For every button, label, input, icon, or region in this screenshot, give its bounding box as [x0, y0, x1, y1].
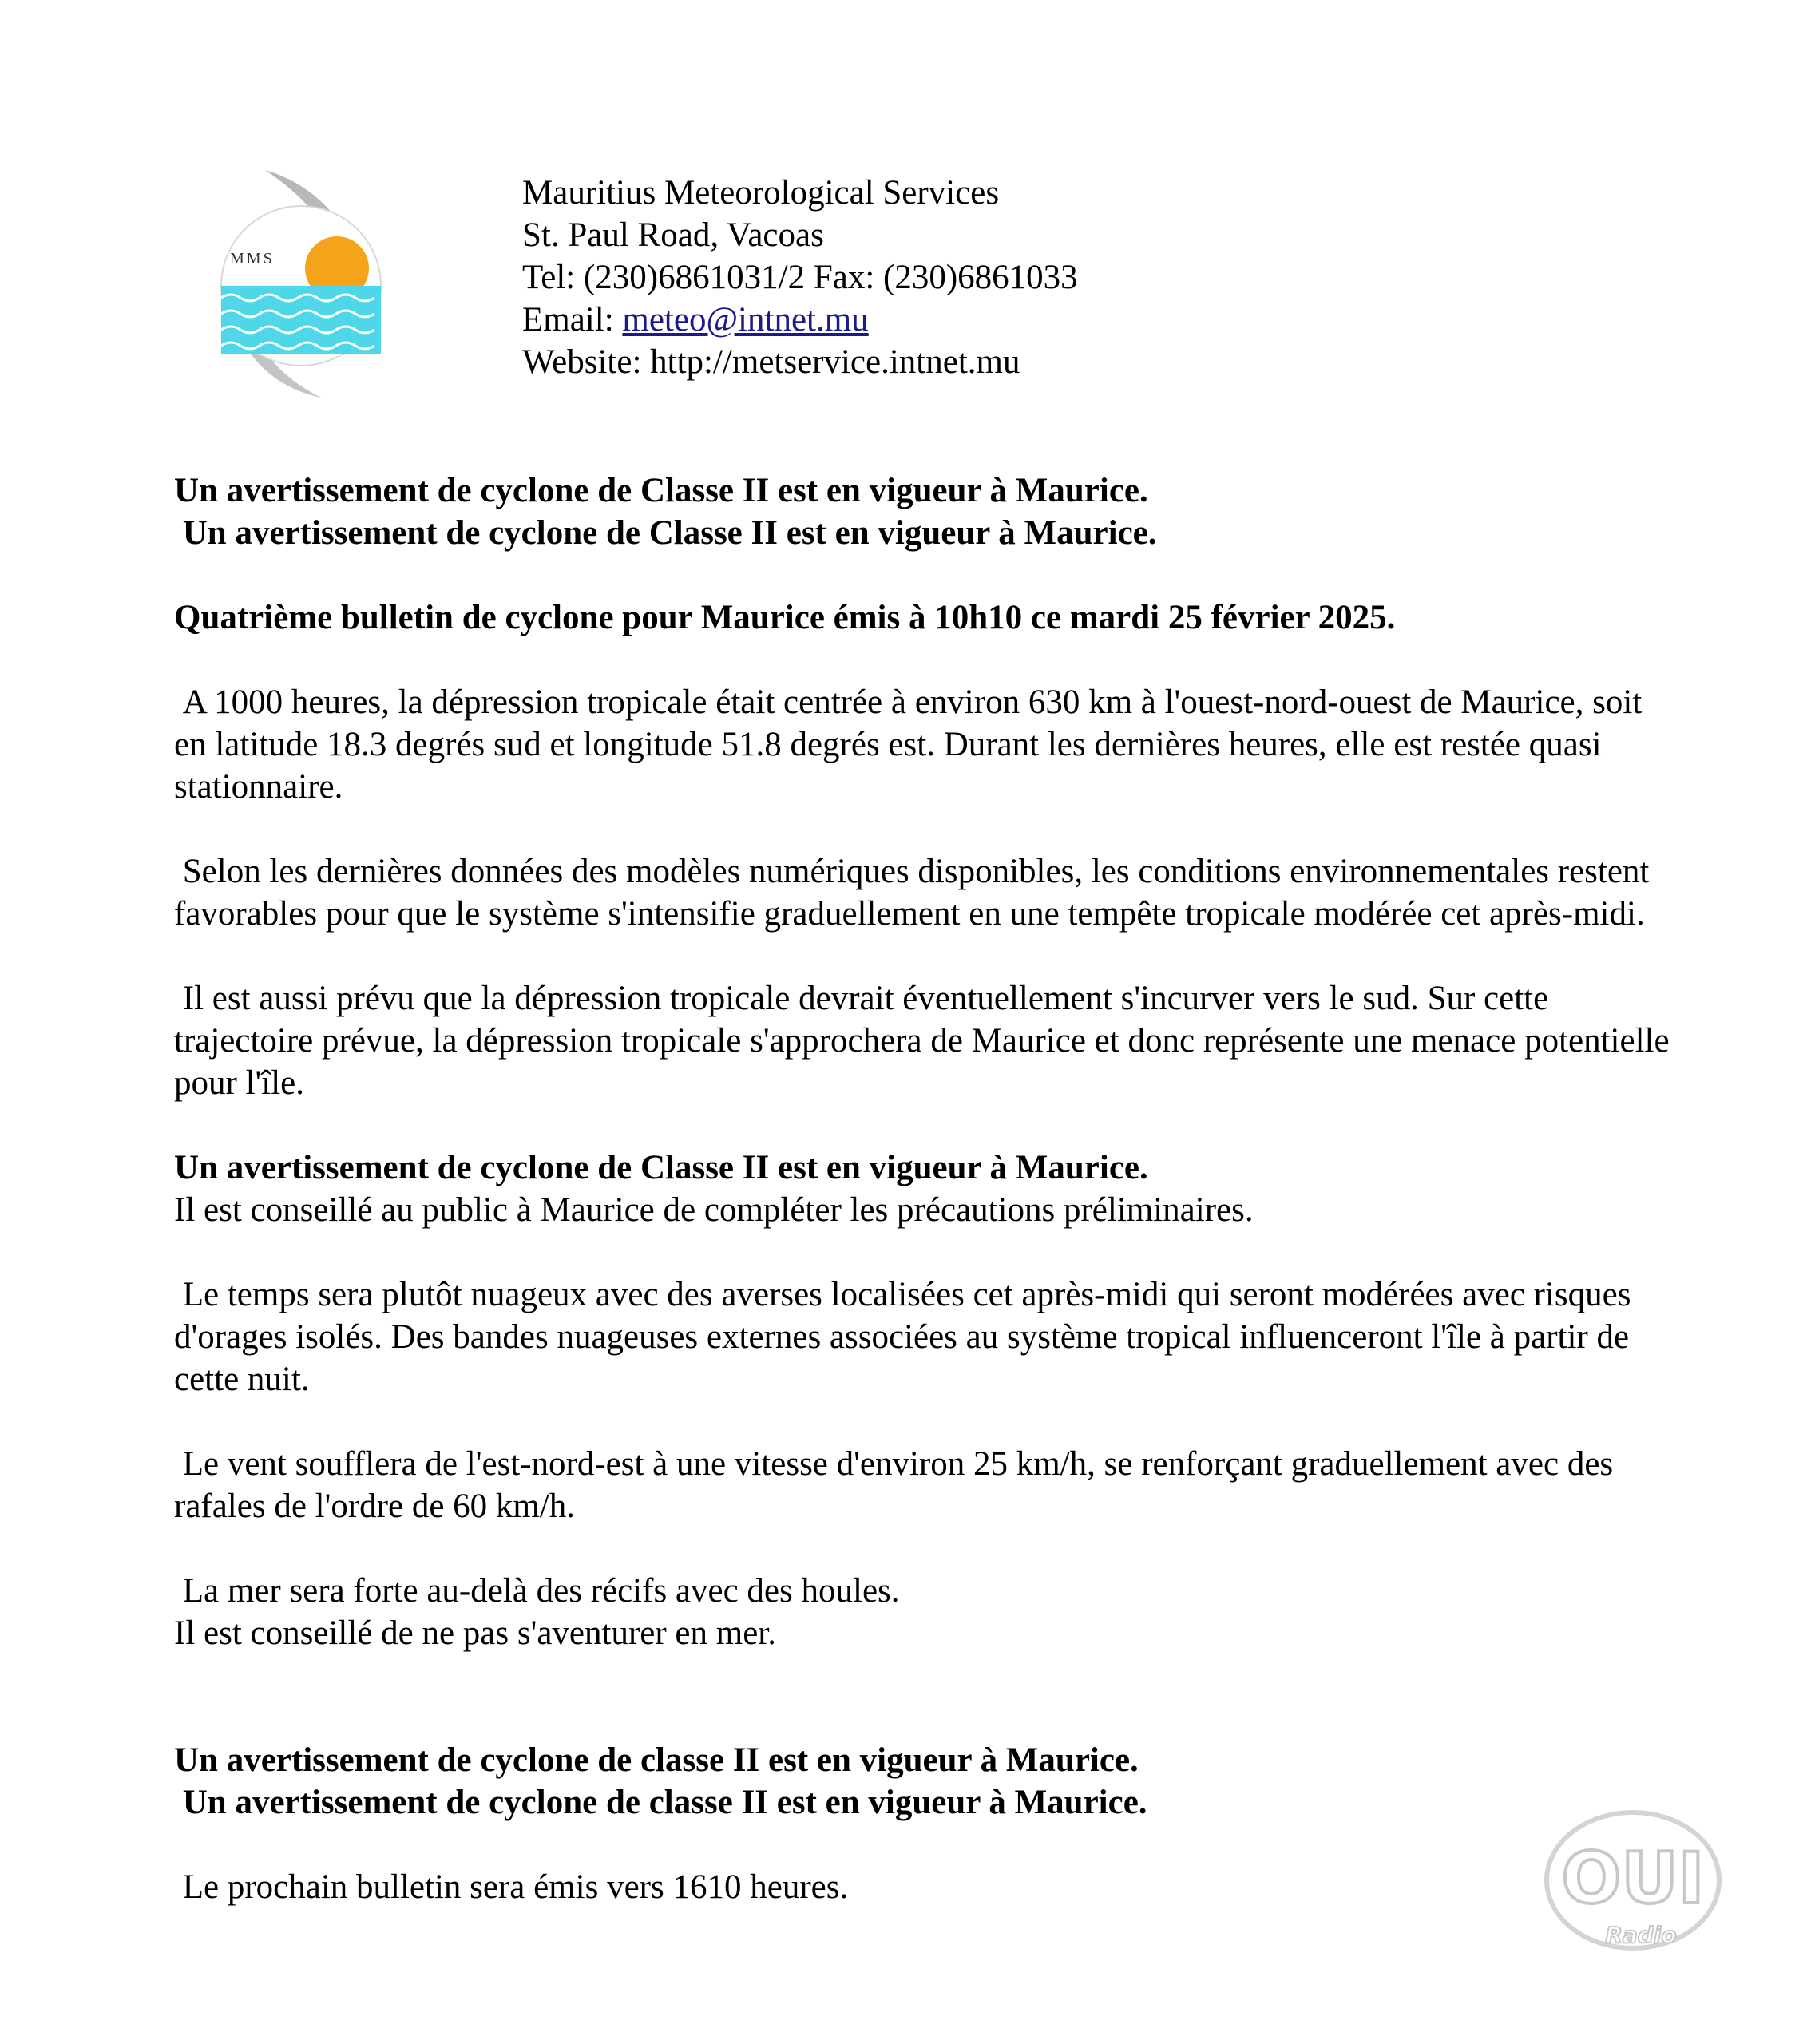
org-name: Mauritius Meteorological Services	[522, 174, 1000, 212]
oui-radio-watermark	[1541, 1800, 1733, 1964]
advice-public: Il est conseillé au public à Maurice de compléter les précautions préliminaires.	[174, 1191, 1254, 1229]
org-phone: Tel: (230)6861031/2 Fax: (230)6861033	[522, 259, 1078, 296]
org-website: Website: http://metservice.intnet.mu	[522, 343, 1020, 381]
watermark-text: OUI	[1561, 1837, 1705, 1919]
logo-text: MMS	[230, 250, 275, 267]
bulletin-title: Quatrième bulletin de cyclone pour Maurice émis à 10h10 ce mardi 25 février 2025.	[174, 599, 1396, 636]
paragraph-track: Il est aussi prévu que la dépression tropicale devrait éventuellement s'incurver vers le sud. Sur cette trajectoire prévue, la dépression tropicale s'approchera de Maurice et donc représente une menace potentielle pour l'île.	[174, 980, 1678, 1102]
bulletin-body	[174, 469, 1678, 1908]
email-label: Email:	[522, 301, 623, 339]
contact-header	[522, 172, 1078, 383]
paragraph-position: A 1000 heures, la dépression tropicale était centrée à environ 630 km à l'ouest-nord-ouest de Maurice, soit en latitude 18.3 degrés sud et longitude 51.8 degrés est. Durant les dernières heures, elle est restée quasi stationnaire.	[174, 683, 1651, 806]
watermark-subtext: Radio	[1605, 1922, 1677, 1948]
email-link[interactable]: meteo@intnet.mu	[622, 301, 869, 339]
paragraph-wind: Le vent soufflera de l'est-nord-est à une vitesse d'environ 25 km/h, se renforçant graduellement avec des rafales de l'ordre de 60 km/h.	[174, 1445, 1622, 1525]
paragraph-weather: Le temps sera plutôt nuageux avec des averses localisées cet après-midi qui seront modérées avec risques d'orages isolés. Des bandes nuageuses externes associées au système tropical influenceront l'île à partir de cette nuit.	[174, 1276, 1640, 1398]
org-address: St. Paul Road, Vacoas	[522, 216, 824, 254]
paragraph-sea: La mer sera forte au-delà des récifs avec des houles.	[174, 1572, 900, 1610]
warning-heading: Un avertissement de cyclone de classe II est en vigueur à Maurice.	[174, 1741, 1139, 1779]
warning-heading: Un avertissement de cyclone de Classe II est en vigueur à Maurice.	[174, 472, 1148, 509]
warning-heading: Un avertissement de cyclone de classe II est en vigueur à Maurice.	[174, 1784, 1147, 1821]
paragraph-models: Selon les dernières données des modèles numériques disponibles, les conditions environnementales restent favorables pour que le système s'intensifie graduellement en une tempête tropicale modérée cet après-midi.	[174, 853, 1658, 933]
warning-heading: Un avertissement de cyclone de Classe II est en vigueur à Maurice.	[174, 1149, 1148, 1186]
advice-sea: Il est conseillé de ne pas s'aventurer en mer.	[174, 1614, 776, 1652]
warning-heading: Un avertissement de cyclone de Classe II est en vigueur à Maurice.	[174, 514, 1157, 552]
next-bulletin: Le prochain bulletin sera émis vers 1610 heures.	[174, 1868, 849, 1906]
mms-logo	[209, 166, 393, 406]
org-email	[522, 299, 1078, 341]
